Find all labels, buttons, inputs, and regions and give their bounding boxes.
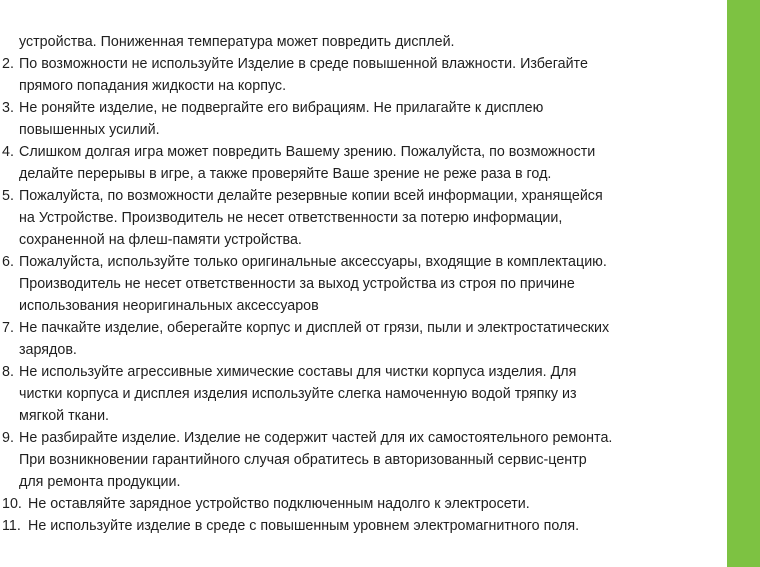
list-item <box>2 251 717 317</box>
item-text-line: Не используйте изделие в среде с повышенным уровнем электромагнитного поля. <box>28 518 580 534</box>
item-text <box>19 361 717 427</box>
numbered-items <box>2 53 717 537</box>
item-text-line: Пожалуйста, по возможности делайте резервные копии всей информации, хранящейся <box>19 188 603 204</box>
item-text-line: повышенных усилий. <box>19 122 160 138</box>
item-number: 8. <box>2 364 14 380</box>
item-number: 4. <box>2 144 14 160</box>
list-item <box>2 427 717 493</box>
item-text <box>19 53 717 97</box>
safety-instructions-list <box>2 31 717 537</box>
item-number: 5. <box>2 188 14 204</box>
item-number: 3. <box>2 100 14 116</box>
list-item <box>2 515 717 537</box>
item-text-line: сохраненной на флеш-памяти устройства. <box>19 232 302 248</box>
item-text-line: Слишком долгая игра может повредить Вашему зрению. Пожалуйста, по возможности <box>19 144 596 160</box>
list-item <box>2 141 717 185</box>
item-text <box>19 185 717 251</box>
item-text-line: прямого попадания жидкости на корпус. <box>19 78 287 94</box>
item-text-line: По возможности не используйте Изделие в среде повышенной влажности. Избегайте <box>19 56 588 72</box>
item-text <box>19 317 717 361</box>
item-text-line: При возникновении гарантийного случая обратитесь в авторизованный сервис-центр <box>19 452 587 468</box>
item-text <box>19 251 717 317</box>
item-text-line: Не разбирайте изделие. Изделие не содержит частей для их самостоятельного ремонта. <box>19 430 613 446</box>
item-text-line: Не оставляйте зарядное устройство подключенным надолго к электросети. <box>28 496 530 512</box>
item-number: 6. <box>2 254 14 270</box>
item-text <box>28 515 717 537</box>
item-text-line: Не пачкайте изделие, оберегайте корпус и дисплей от грязи, пыли и электростатических <box>19 320 610 336</box>
item-text-line: на Устройстве. Производитель не несет ответственности за потерю информации, <box>19 210 563 226</box>
green-side-bar <box>727 0 760 567</box>
list-item <box>2 185 717 251</box>
item-number: 7. <box>2 320 14 336</box>
item-text-line: Пожалуйста, используйте только оригинальные аксессуары, входящие в комплектацию. <box>19 254 607 270</box>
item-text-line: делайте перерывы в игре, а также проверяйте Ваше зрение не реже раза в год. <box>19 166 552 182</box>
item-text <box>19 141 717 185</box>
list-item <box>2 317 717 361</box>
item-number: 11. <box>2 518 21 534</box>
item-text-line: зарядов. <box>19 342 77 358</box>
list-item <box>2 53 717 97</box>
item-text-line: Не роняйте изделие, не подвергайте его вибрациям. Не прилагайте к дисплею <box>19 100 544 116</box>
list-item <box>2 361 717 427</box>
continued-item-text: устройства. Пониженная температура может повредить дисплей. <box>19 34 455 50</box>
item-text <box>28 493 717 515</box>
item-number: 10. <box>2 496 22 512</box>
item-number: 9. <box>2 430 14 446</box>
list-item <box>2 493 717 515</box>
item-text <box>19 97 717 141</box>
item-text-line: для ремонта продукции. <box>19 474 181 490</box>
item-text <box>19 427 717 493</box>
item-text-line: использования неоригинальных аксессуаров <box>19 298 319 314</box>
list-item <box>2 97 717 141</box>
item-text-line: Производитель не несет ответственности за выход устройства из строя по причине <box>19 276 575 292</box>
item-text-line: Не используйте агрессивные химические составы для чистки корпуса изделия. Для <box>19 364 577 380</box>
item-number: 2. <box>2 56 14 72</box>
item-text-line: мягкой ткани. <box>19 408 110 424</box>
item-text-line: чистки корпуса и дисплея изделия используйте слегка намоченную водой тряпку из <box>19 386 577 402</box>
